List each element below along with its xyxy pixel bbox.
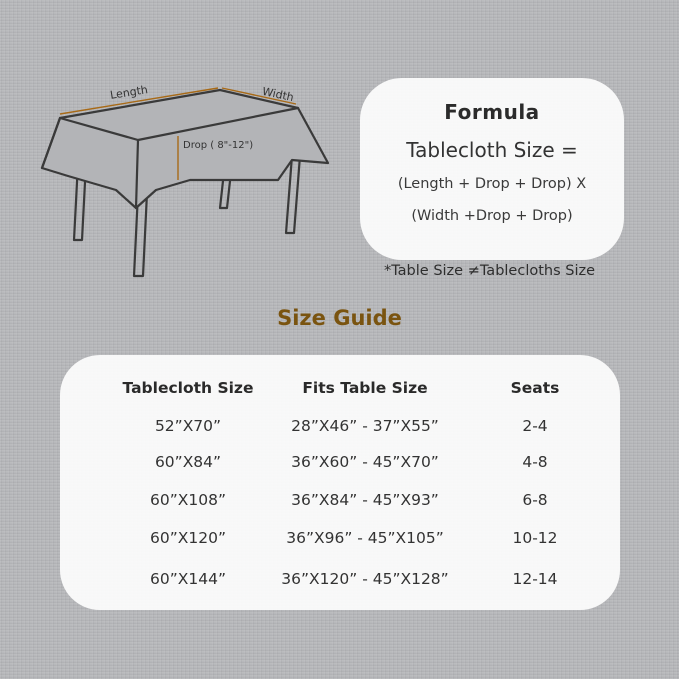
drop-label: Drop ( 8"-12") — [183, 140, 254, 151]
tablecloth-size-cell: 52”X70” — [154, 417, 222, 435]
column-header-fits-table-size: Fits Table Size — [302, 379, 428, 397]
seats-cell: 4-8 — [522, 453, 548, 471]
size-guide-table — [60, 355, 620, 610]
column-header-seats: Seats — [510, 379, 560, 397]
column-header-tablecloth-size: Tablecloth Size — [122, 379, 254, 397]
fits-table-size-cell: 36”X120” - 45”X128” — [281, 570, 449, 588]
length-label: Length — [109, 83, 149, 102]
tablecloth-size-cell: 60”X84” — [154, 453, 222, 471]
seats-cell: 6-8 — [522, 491, 548, 509]
formula-equation: Tablecloth Size = — [406, 138, 578, 162]
table-illustration — [30, 68, 350, 283]
tablecloth-size-cell: 60”X144” — [150, 570, 226, 588]
formula-line-1: (Length + Drop + Drop) X — [397, 176, 587, 192]
formula-title: Formula — [444, 100, 540, 124]
fits-table-size-cell: 36”X84” - 45”X93” — [291, 491, 439, 509]
tablecloth-size-cell: 60”X108” — [150, 491, 226, 509]
seats-cell: 10-12 — [512, 529, 558, 547]
seats-cell: 2-4 — [522, 417, 548, 435]
size-guide-title: Size Guide — [277, 306, 402, 330]
formula-panel — [360, 78, 624, 260]
tablecloth-size-cell: 60”X120” — [150, 529, 226, 547]
width-label: Width — [260, 84, 295, 105]
size-note: *Table Size ≠Tablecloths Size — [383, 263, 596, 279]
fits-table-size-cell: 28”X46” - 37”X55” — [291, 417, 439, 435]
fits-table-size-cell: 36”X60” - 45”X70” — [291, 453, 439, 471]
table-leg — [286, 156, 300, 233]
seats-cell: 12-14 — [512, 570, 558, 588]
fits-table-size-cell: 36”X96” - 45”X105” — [286, 529, 444, 547]
formula-line-2: (Width +Drop + Drop) — [411, 208, 573, 224]
